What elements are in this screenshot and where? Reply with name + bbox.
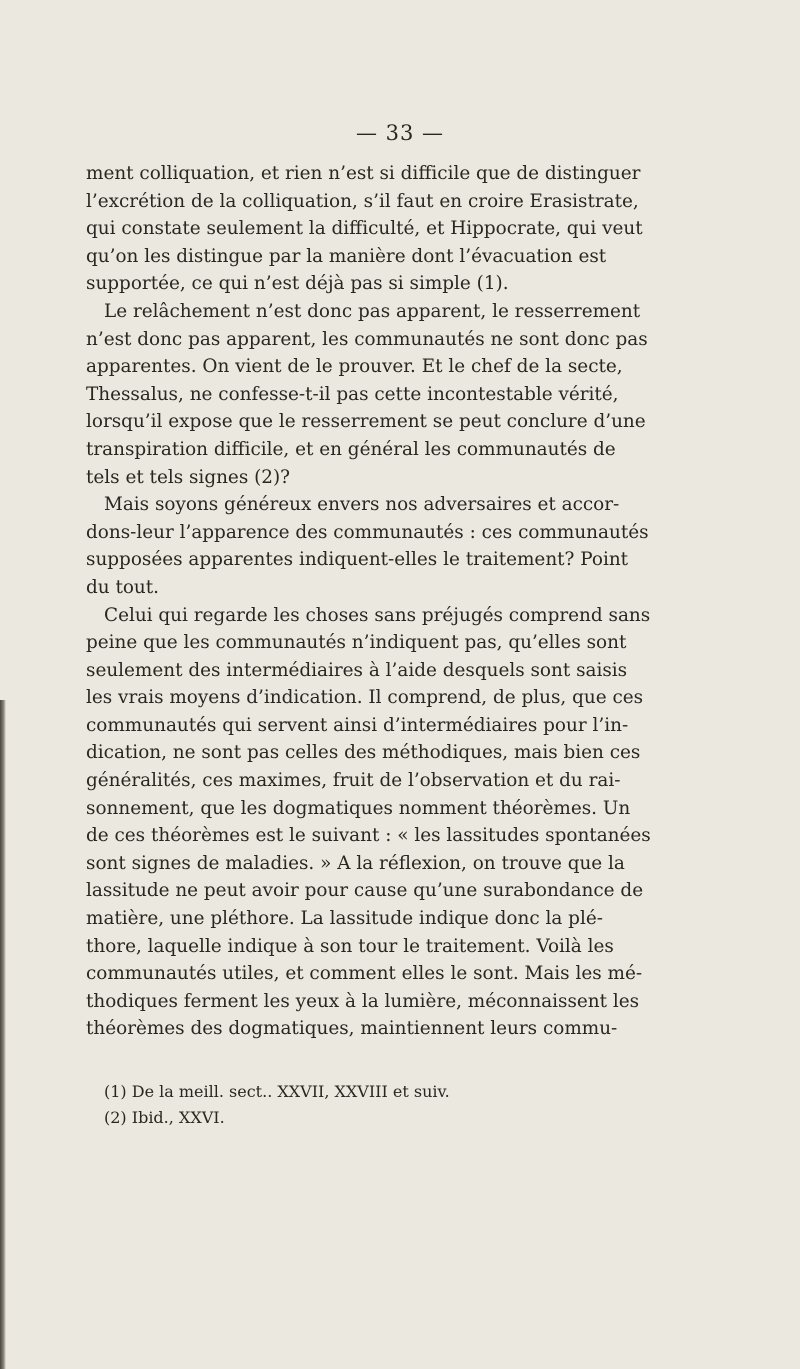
text-line: généralités, ces maximes, fruit de l’observation et du rai-	[86, 770, 621, 792]
footnotes	[104, 1079, 624, 1131]
paragraph	[86, 298, 700, 491]
text-line: thore, laquelle indique à son tour le traitement. Voilà les	[86, 935, 614, 957]
text-line: sont signes de maladies. » A la réflexion, on trouve que la	[86, 852, 625, 874]
paragraph	[86, 491, 700, 601]
text-line: seulement des intermédiaires à l’aide desquels sont saisis	[86, 659, 628, 681]
text-line: Celui qui regarde les choses sans préjugés comprend sans	[104, 604, 651, 626]
text-line: Mais soyons généreux envers nos adversaires et accor-	[104, 494, 620, 516]
text-line: dons-leur l’apparence des communautés : ces communautés	[86, 521, 649, 543]
text-line: du tout.	[86, 576, 160, 598]
text-line: les vrais moyens d’indication. Il comprend, de plus, que ces	[86, 687, 644, 709]
text-line: sonnement, que les dogmatiques nomment théorèmes. Un	[86, 797, 631, 819]
text-line: lassitude ne peut avoir pour cause qu’une surabondance de	[86, 880, 644, 902]
body-text	[86, 160, 700, 1043]
text-line: supposées apparentes indiquent-elles le traitement? Point	[86, 549, 629, 571]
text-line: apparentes. On vient de le prouver. Et le chef de la secte,	[86, 356, 623, 378]
text-line: l’excrétion de la colliquation, s’il faut en croire Erasistrate,	[86, 190, 639, 212]
text-line: Le relâchement n’est donc pas apparent, le resserrement	[104, 300, 641, 322]
text-line: thodiques ferment les yeux à la lumière, méconnaissent les	[86, 990, 640, 1012]
footnote: (1) De la meill. sect.. XXVII, XXVIII et suiv.	[104, 1082, 450, 1101]
footnote: (2) Ibid., XXVI.	[104, 1108, 225, 1127]
text-line: de ces théorèmes est le suivant : « les lassitudes spontanées	[86, 825, 651, 847]
paragraph	[86, 602, 700, 1044]
text-line: dication, ne sont pas celles des méthodiques, mais bien ces	[86, 742, 641, 764]
text-line: peine que les communautés n’indiquent pas, qu’elles sont	[86, 632, 627, 654]
text-line: qu’on les distingue par la manière dont l’évacuation est	[86, 245, 607, 267]
scan-binding-edge	[0, 700, 6, 1369]
text-line: tels et tels signes (2)?	[86, 466, 291, 488]
text-line: transpiration difficile, et en général les communautés de	[86, 438, 616, 460]
text-line: théorèmes des dogmatiques, maintiennent leurs commu-	[86, 1018, 618, 1040]
text-line: communautés qui servent ainsi d’intermédiaires pour l’in-	[86, 714, 629, 736]
text-line: supportée, ce qui n’est déjà pas si simple (1).	[86, 273, 509, 295]
page-number: — 33 —	[355, 121, 445, 145]
text-line: communautés utiles, et comment elles le sont. Mais les mé-	[86, 963, 643, 985]
text-line: ment colliquation, et rien n’est si difficile que de distinguer	[86, 163, 641, 184]
text-line: n’est donc pas apparent, les communautés ne sont donc pas	[86, 328, 648, 350]
text-line: lorsqu’il expose que le resserrement se peut conclure d’une	[86, 411, 646, 433]
text-line: matière, une pléthore. La lassitude indique donc la plé-	[86, 908, 603, 930]
paragraph	[86, 160, 700, 298]
text-line: Thessalus, ne confesse-t-il pas cette incontestable vérité,	[86, 383, 619, 405]
text-line: qui constate seulement la difficulté, et Hippocrate, qui veut	[86, 218, 643, 240]
